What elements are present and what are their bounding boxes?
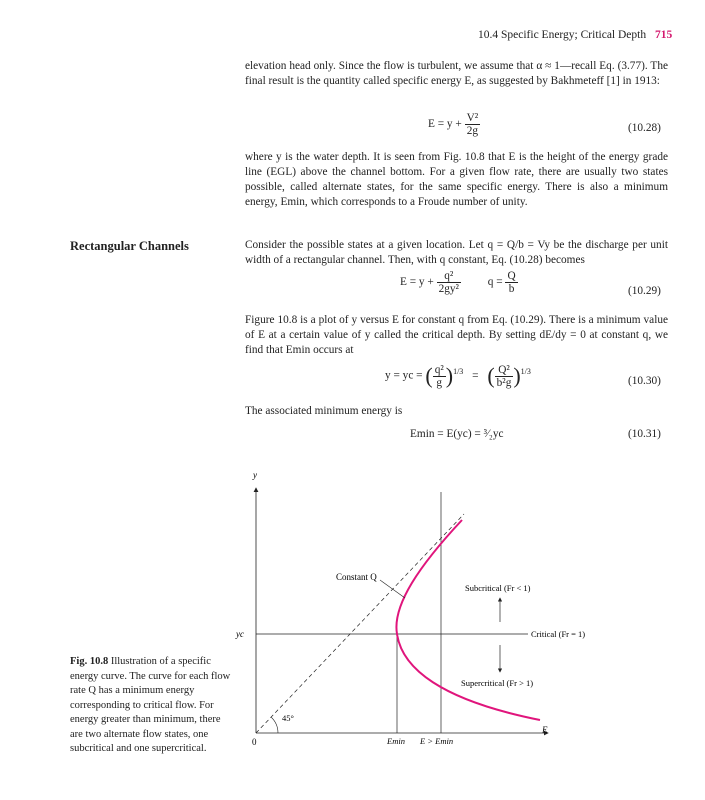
eq3-exponent-2: 1/3 — [520, 366, 531, 376]
constant-q-leader — [380, 580, 405, 598]
x-axis-label: E — [542, 725, 548, 735]
eq2-denominator-2: b — [508, 283, 515, 295]
eq3-equals: = — [472, 369, 479, 382]
eq3-denominator-1: g — [436, 376, 443, 389]
eq3-numerator-1: q² — [434, 363, 444, 376]
eq3-numerator-2: Q² — [495, 364, 514, 377]
paragraph-1: elevation head only. Since the flow is turbulent, we assume that α ≈ 1—recall Eq. (3.77). The final result is the quantity called specific energy E, as suggested by Bakhmeteff [1] in 1913: — [245, 60, 668, 87]
section-title: 10.4 Specific Energy; Critical Depth — [478, 29, 647, 41]
origin-label: 0 — [252, 737, 257, 747]
eq3-exponent-1: 1/3 — [453, 366, 464, 376]
eq1-lhs: E = y + — [428, 118, 462, 131]
eq4-number: (10.31) — [628, 428, 661, 440]
angle-label: 45° — [282, 713, 294, 723]
eq2-number: (10.29) — [628, 285, 661, 297]
yc-label: yc — [236, 629, 244, 639]
eq3-lhs: y = yc = — [385, 369, 423, 382]
side-heading: Rectangular Channels — [70, 239, 189, 253]
y-axis-label: y — [253, 470, 257, 480]
constant-q-asymptote — [256, 514, 464, 733]
eq2-denominator-1: 2gy² — [438, 283, 459, 295]
eq3-number: (10.30) — [628, 375, 661, 387]
subcritical-label: Subcritical (Fr < 1) — [465, 583, 531, 593]
paragraph-4: Figure 10.8 is a plot of y versus E for constant q from Eq. (10.29). There is a minimum value of E at a certain value of y called the critical depth. By setting dE/dy = 0 at constant q, we find that Emin occurs at — [245, 314, 668, 356]
eq1-number: (10.28) — [628, 122, 661, 134]
eq3-denominator-2: b²g — [496, 376, 512, 389]
eq2-numerator-2: Q — [507, 270, 516, 282]
emin-label: Emin — [387, 736, 405, 746]
paragraph-2: where y is the water depth. It is seen from Fig. 10.8 that E is the height of the energy grade line (EGL) above the channel bottom. For a given flow rate, there are usually two states possible, called alternate states, for the same specific energy. There is also a minimum energy, Emin, which corresponds to a Froude number of unity. — [245, 151, 668, 208]
equation-10-30: y = yc = ( $\frac{\text{q²}}{g}$ )$^{1/3}$ = ( $\frac{\text{Q²}}{\text{b²g}}$ )$^{1/3}$ — [385, 363, 531, 389]
caption-label: Fig. 10.8 — [70, 656, 109, 667]
eq2-lhs: E = y + — [400, 276, 434, 289]
eq2-numerator-1: q² — [437, 270, 461, 283]
constant-q-label: Constant Q — [336, 572, 377, 582]
e-greater-label: E > Emin — [420, 736, 454, 746]
eq2-mid: q = — [487, 276, 503, 289]
angle-arc — [271, 717, 278, 733]
paragraph-3: Consider the possible states at a given location. Let q = Q/b = Vy be the discharge per unit width of a rectangular channel. Then, with q constant, Eq. (10.28) becomes — [245, 239, 668, 266]
page-number: 715 — [654, 29, 673, 41]
specific-energy-curve — [396, 520, 540, 720]
eq1-numerator: V² — [466, 112, 479, 124]
equation-10-31: Emin = E(yc) = ³⁄₂yc — [410, 428, 504, 440]
supercritical-label: Supercritical (Fr > 1) — [461, 678, 534, 688]
paragraph-5: The associated minimum energy is — [245, 405, 403, 417]
critical-label: Critical (Fr = 1) — [531, 629, 586, 639]
eq1-denominator: 2g — [466, 125, 479, 137]
caption-text: Illustration of a specific energy curve. The curve for each flow rate Q has a minimum energy corresponding to critical flow. For energy greater than minimum, there are two alternate flow states, one subcritical and one supercritical. — [70, 656, 231, 754]
